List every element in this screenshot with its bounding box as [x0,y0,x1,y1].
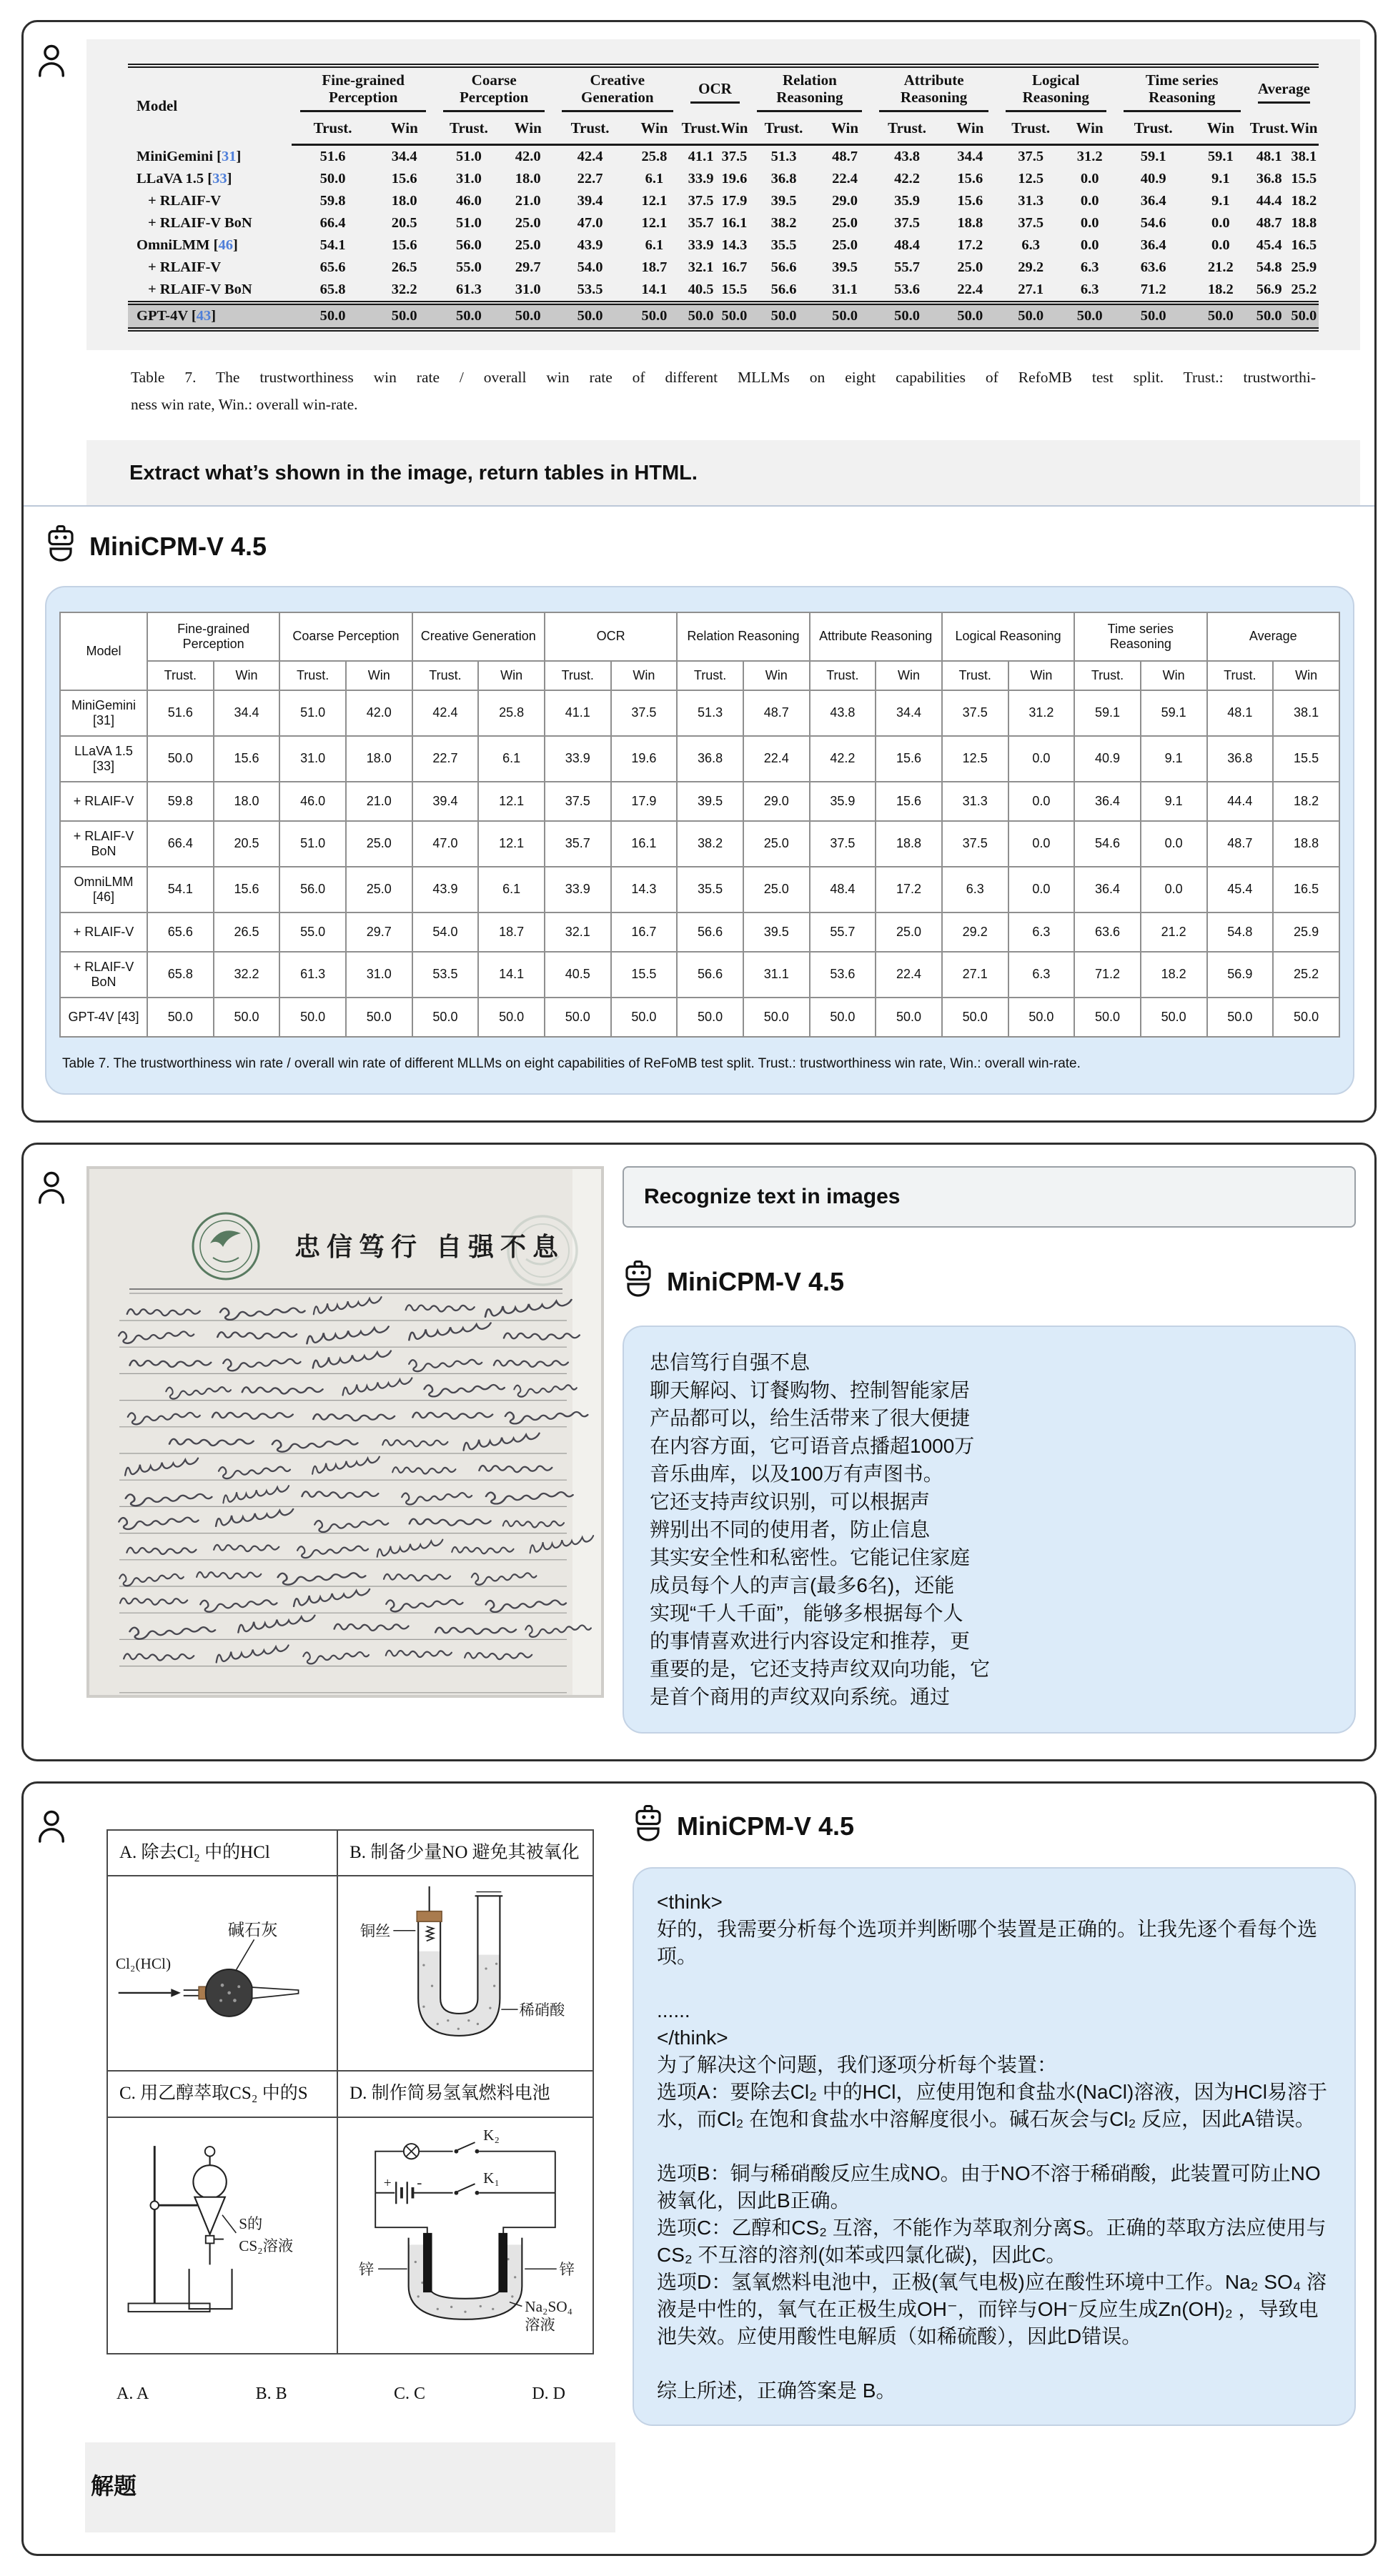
option-d-label: D. 制作简易氢氧燃料电池 [337,2071,593,2117]
answer-line: 选项A：要除去Cl₂ 中的HCl，应使用饱和食盐水(NaCl)溶液，因为HCl易溶于水，而Cl₂ 在饱和食盐水中溶解度很小。碱石灰会与Cl₂ 反应，因此A错误。 [657,2080,1327,2130]
model-name: MiniCPM-V 4.5 [89,532,267,562]
answer-line: </think> [657,2026,728,2049]
user-prompt: Extract what’s shown in the image, return tables in HTML. [86,440,1360,505]
notebook-header: 忠信笃行 自强不息 [294,1232,565,1261]
user-prompt: Recognize text in images [623,1166,1356,1228]
soda-lime-label: 碱石灰 [227,1921,278,1940]
response-table [59,612,1340,1038]
handwriting-photo [86,1166,604,1734]
user-icon [36,44,68,505]
solution-label: 溶液 [525,2316,555,2334]
ocr-line: 其实安全性和私密性。它能记住家庭 [650,1546,971,1568]
user-turn [24,22,1374,505]
answer-line: 选项B：铜与稀硝酸反应生成NO。由于NO不溶于稀硝酸，此装置可防止NO被氧化，因此B正确。 [657,2162,1321,2212]
paper-caption [86,350,1360,439]
s-solution-label-1: S的 [239,2214,263,2232]
zinc-right-label: 锌 [559,2260,575,2278]
paper-caption-line1: Table 7. The trustworthiness win rate / overall win rate of different MLLMs on eight capabilities of RefoMB test split. Trust.: trustworthi- [131,369,1316,387]
battery-minus: - [417,2173,422,2191]
user-icon [36,1809,68,2532]
battery-plus: + [383,2175,392,2191]
response-table-head: Model Fine-grained Perception Coarse Perception Creative Generation OCR Relation Reasoning Attribute Reasoning Logical Reasoning Time series Reasoning Average Trust. Win Trust. Win Trust. Win Trust. Win Trust. Win Trust. Win Trust. Win Trust. Win Trust. Win [60,612,1339,690]
user-icon [36,1170,68,1734]
response-bubble [45,586,1354,1095]
choice-a: A. A [116,2384,149,2403]
option-c-label: C. 用乙醇萃取CS₂ 中的S [107,2071,337,2117]
diagram-a [107,1876,337,2071]
ocr-line: 在内容方面，它可语音点播超1000万 [650,1434,975,1457]
ocr-line: 它还支持声纹识别，可以根据声 [650,1490,931,1513]
copper-wire-label: 铜丝 [360,1922,391,1940]
model-name: MiniCPM-V 4.5 [667,1267,845,1297]
diagram-b [337,1876,593,2071]
ocr-line: 产品都可以，给生活带来了很大便捷 [650,1406,971,1429]
zinc-left-label: 锌 [359,2260,375,2278]
model-name: MiniCPM-V 4.5 [677,1811,855,1841]
response-bubble [633,1867,1356,2426]
robot-icon [623,1260,654,1304]
assistant-turn [24,507,1374,1120]
panel-ocr [21,1143,1377,1761]
paper-table-body: MiniGemini [31] 51.6 34.4 51.0 42.0 42.4 25.8 41.1 37.5 51.3 48.7 43.8 34.4 37.5 31.2 59.1 59.1 48.1 38.1 LLaVA 1.5 [33] 50.0 15.6 31.0 18.0 22.7 6.1 33.9 19.6 36.8 22.4 42.2 15.6 12.5 0.0 40.9 9.1 36.8 15.5 + RLAIF-V 59.8 18.0 46.0 21.0 39.4 12.1 37.5 17.9 39.5 29.0 35.9 15.6 31.3 0.0 36.4 9.1 44.4 18.2 + RLAIF-V BoN 66.4 20.5 51.0 25.0 47.0 12.1 35.7 16.1 38.2 25.0 37.5 18.8 37.5 0.0 54.6 0.0 48.7 18.8 OmniLMM [46] 54.1 15.6 56.0 25.0 43.9 6.1 33.9 14.3 35.5 25.0 48.4 17.2 6.3 0.0 36.4 0.0 45.4 16.5 + RLAIF-V 65.6 26.5 55.0 29.7 54.0 18.7 32.1 16.7 56.6 39.5 55.7 25.0 29.2 6.3 63.6 21.2 54.8 25.9 + RLAIF-V BoN 65.8 32.2 61.3 31.0 53.5 14.1 40.5 15.5 56.6 31.1 53.6 22.4 27.1 6.3 71.2 18.2 56.9 25.2 GPT-4V [43] 50.0 50.0 50.0 50.0 50.0 50.0 50.0 50.0 50.0 50.0 50.0 50.0 50.0 50.0 50.0 50.0 50.0 50.0 [128,145,1319,330]
ocr-text [650,1348,1329,1711]
paper-screenshot [86,39,1360,505]
switch-k1-label: K₁ [483,2169,500,2187]
answer-line: 好的，我需要分析每个选项并判断哪个装置是正确的。让我先逐个看每个选项。 [657,1917,1318,1967]
response-table-body: MiniGemini [31] 51.6 34.4 51.0 42.0 42.4 25.8 41.1 37.5 51.3 48.7 43.8 34.4 37.5 31.2 59.1 59.1 48.1 38.1 LLaVA 1.5 [33] 50.0 15.6 31.0 18.0 22.7 6.1 33.9 19.6 36.8 22.4 42.2 15.6 12.5 0.0 40.9 9.1 36.8 15.5 + RLAIF-V 59.8 18.0 46.0 21.0 39.4 12.1 37.5 17.9 39.5 29.0 35.9 15.6 31.3 0.0 36.4 9.1 44.4 18.2 + RLAIF-V BoN 66.4 20.5 51.0 25.0 47.0 12.1 35.7 16.1 38.2 25.0 37.5 18.8 37.5 0.0 54.6 0.0 48.7 18.8 OmniLMM [46] 54.1 15.6 56.0 25.0 43.9 6.1 33.9 14.3 35.5 25.0 48.4 17.2 6.3 0.0 36.4 0.0 45.4 16.5 + RLAIF-V 65.6 26.5 55.0 29.7 54.0 18.7 32.1 16.7 56.6 39.5 55.7 25.0 29.2 6.3 63.6 21.2 54.8 25.9 + RLAIF-V BoN 65.8 32.2 61.3 31.0 53.5 14.1 40.5 15.5 56.6 31.1 53.6 22.4 27.1 6.3 71.2 18.2 56.9 25.2 GPT-4V [43] 50.0 50.0 50.0 50.0 50.0 50.0 50.0 50.0 50.0 50.0 50.0 50.0 50.0 50.0 50.0 50.0 50.0 50.0 [60,690,1339,1037]
option-b-label: B. 制备少量NO 避免其被氧化 [337,1830,593,1876]
response-caption: Table 7. The trustworthiness win rate / overall win rate of different MLLMs on eight capabilities of ReFoMB test split. Trust.: trustworthiness win rate, Win.: overall win-rate. [62,1055,1081,1071]
dilute-nitric-acid-label: 稀硝酸 [519,2001,565,2019]
answer-choices [106,2354,594,2428]
answer-text [657,1889,1332,2405]
ocr-line: 聊天解闷、订餐购物、控制智能家居 [650,1378,971,1401]
ocr-line: 成员每个人的声言(最多6名)，还能 [650,1573,955,1596]
ocr-line: 的事情喜欢进行内容设定和推荐，更 [650,1629,971,1652]
response-bubble [623,1326,1356,1734]
switch-k2-label: K₂ [483,2127,500,2144]
s-solution-label-2: CS₂溶液 [239,2237,294,2254]
answer-line: ...... [657,1999,690,2021]
panel-table-extraction [21,20,1377,1123]
ocr-line: 忠信笃行自强不息 [650,1351,810,1373]
answer-line: 综上所述，正确答案是 B。 [657,2379,896,2402]
ocr-line: 实现“千人千面”，能够多根据每个人 [650,1601,963,1624]
jieti-label: 解题 [85,2442,615,2532]
cl2-label: Cl₂(HCl) [115,1955,172,1973]
paper-table [128,64,1319,332]
ocr-line: 音乐曲库，以及100万有声图书。 [650,1462,943,1485]
robot-icon [633,1805,664,1849]
panel-chemistry [21,1781,1377,2556]
choice-b: B. B [255,2384,287,2403]
answer-line [657,2350,1332,2377]
chemistry-question-image [85,1805,615,2432]
ocr-line: 重要的是，它还支持声纹双向功能，它 [650,1657,991,1680]
answer-line [657,2133,1332,2160]
ocr-line: 辨别出不同的使用者，防止信息 [650,1518,931,1541]
paper-caption-line2: ness win rate, Win.: overall win-rate. [131,395,358,413]
choice-d: D. D [532,2384,565,2403]
answer-line: 为了解决这个问题，我们逐项分析每个装置： [657,2053,1058,2076]
choice-c: C. C [393,2384,425,2403]
answer-line: <think> [657,1890,723,1913]
option-a-label: A. 除去Cl₂ 中的HCl [107,1830,337,1876]
answer-line: 选项C：乙醇和CS₂ 互溶，不能作为萃取剂分离S。正确的萃取方法应使用与CS₂ 不互溶的溶剂(如苯或四氯化碳)，因此C。 [657,2216,1327,2266]
diagram-d [337,2117,593,2354]
answer-line: 选项D：氢氧燃料电池中，正极(氧气电极)应在酸性环境中工作。Na₂ SO₄ 溶液是中性的，氧气在正极生成OH⁻，而锌与OH⁻反应生成Zn(OH)₂ ，导致电池失效。应使用酸性电解质（如稀硫酸），因此D错误。 [657,2270,1327,2347]
robot-icon [45,525,76,569]
ocr-line: 是首个商用的声纹双向系统。通过 [650,1685,951,1708]
na2so4-label: Na₂SO₄ [525,2298,573,2316]
diagram-c [107,2117,337,2354]
paper-table-head: Model Fine-grained Perception Coarse Perception Creative Generation OCR Relation Reasoning Attribute Reasoning Logical Reasoning Time series Reasoning Average Trust. Win Trust. Win Trust. Win Trust. Win Trust. Win Trust. Win Trust. Win Trust. Win Trust. Win [128,66,1319,145]
answer-line [657,1970,1332,1997]
